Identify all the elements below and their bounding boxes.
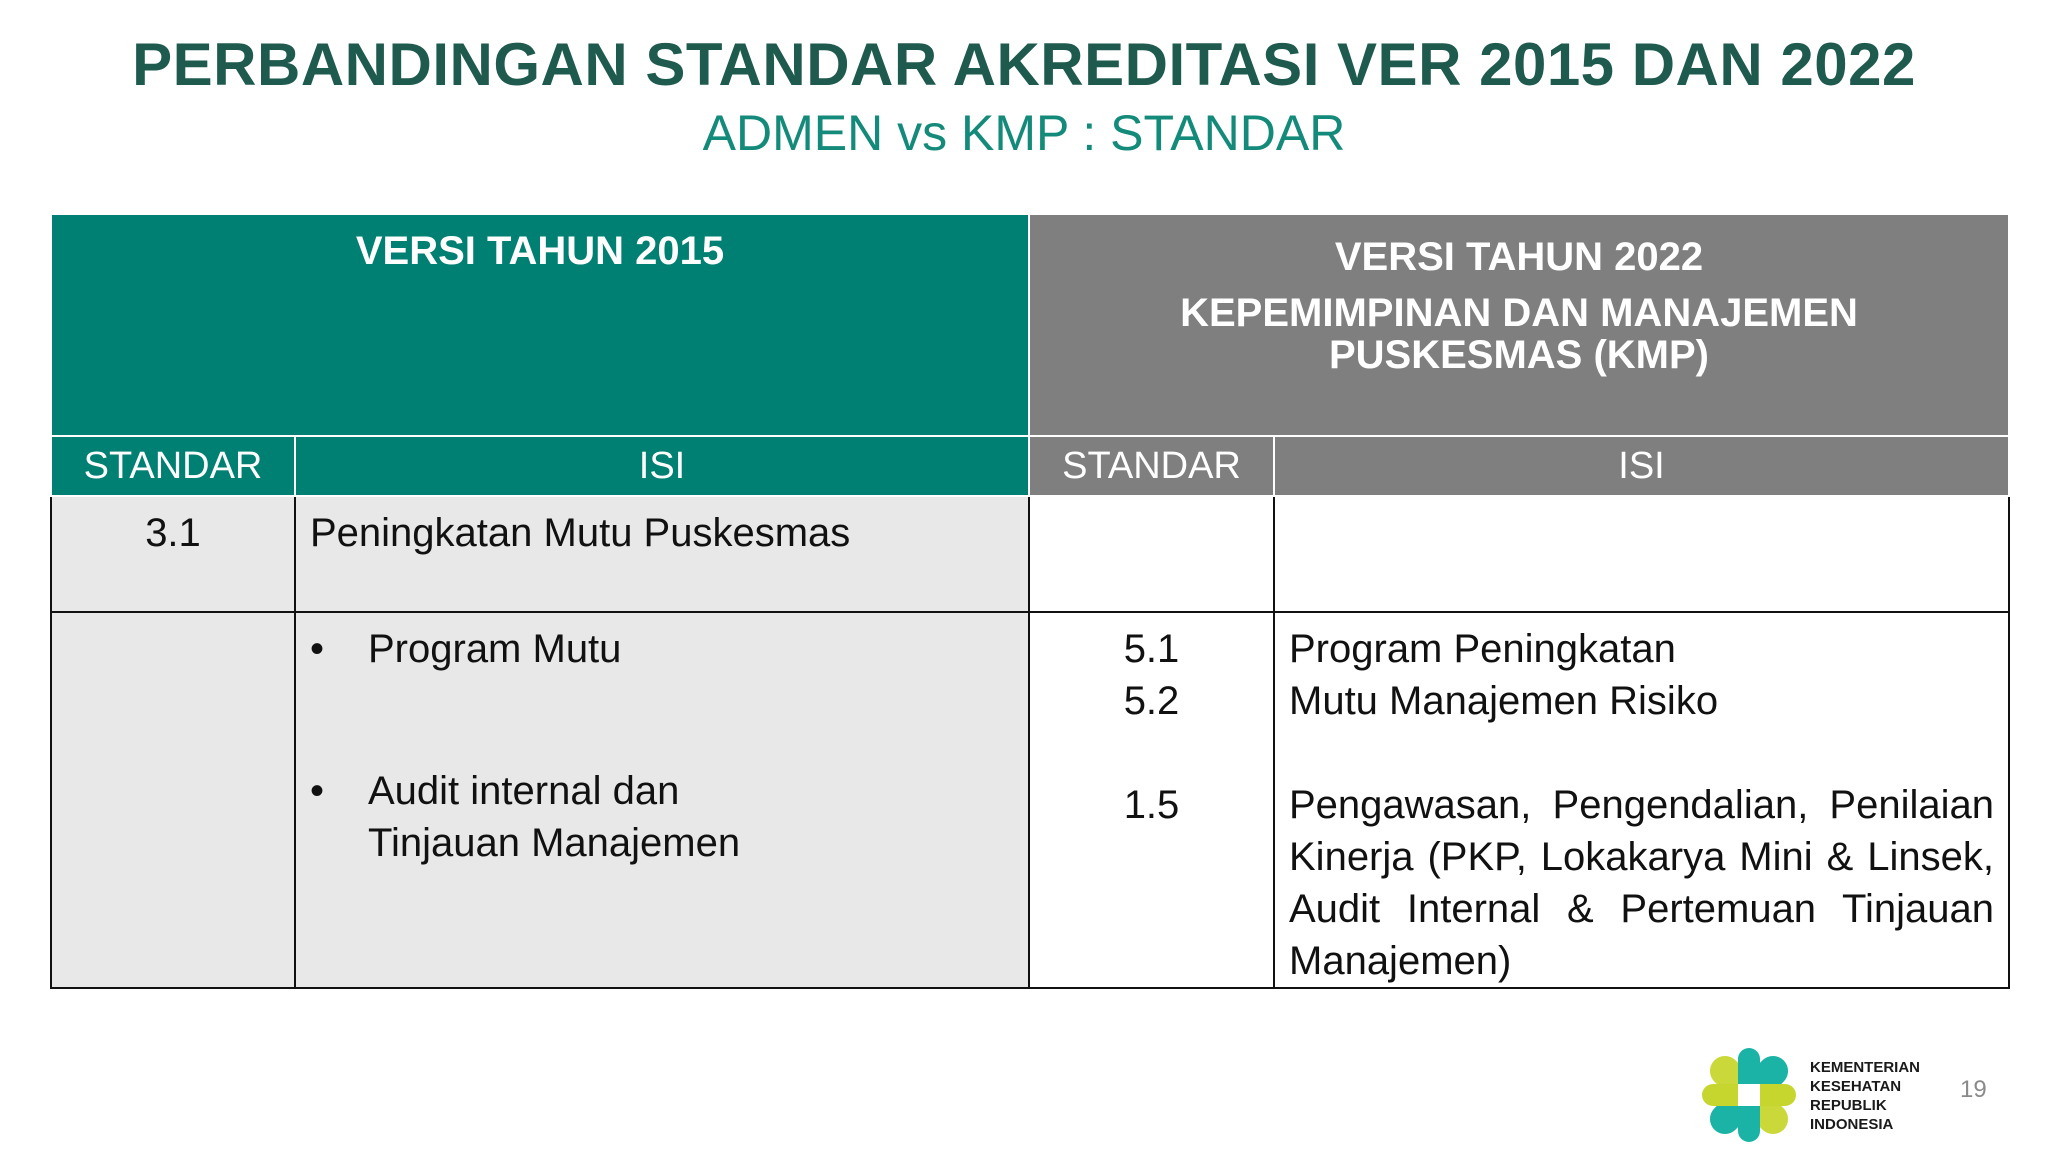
comparison-table [50, 213, 2010, 989]
col-standar-2022: STANDAR [1029, 436, 1274, 496]
col-standar-2015: STANDAR [51, 436, 295, 496]
page-subtitle: ADMEN vs KMP : STANDAR [702, 105, 1346, 161]
list-item [310, 623, 1014, 675]
table-row [51, 612, 2009, 988]
bullet-program-mutu: Program Mutu [368, 627, 622, 671]
standar-1-5: 1.5 [1123, 783, 1180, 827]
standar-5-2: 5.2 [1123, 679, 1180, 723]
bullet-audit-internal [368, 765, 740, 869]
isi-program-peningkatan: Program Peningkatan [1289, 627, 1676, 671]
bullet-glyph: • [310, 769, 325, 813]
page-number: 19 [1960, 1076, 1987, 1103]
page-title: PERBANDINGAN STANDAR AKREDITASI VER 2015 DAN 2022 [132, 31, 1916, 98]
standar-5-1: 5.1 [1123, 627, 1180, 671]
bullet-glyph: • [310, 627, 325, 671]
header-2015: VERSI TAHUN 2015 [51, 214, 1029, 436]
isi-mutu-manajemen-risiko: Mutu Manajemen Risiko [1289, 679, 1719, 723]
col-isi-2015: ISI [295, 436, 1029, 496]
header-2022-kmp-line2: PUSKESMAS (KMP) [1328, 333, 1710, 377]
table-row [51, 496, 2009, 612]
ministry-name [1810, 1058, 1950, 1134]
logo-line: REPUBLIK [1810, 1097, 1887, 1114]
row1-isi-2015: Peningkatan Mutu Puskesmas [295, 496, 1029, 612]
logo-line: KESEHATAN [1810, 1078, 1902, 1095]
row2-standar-2022 [1029, 612, 1274, 988]
bullet-audit-line1: Audit internal dan [368, 769, 680, 813]
col-isi-2022: ISI [1274, 436, 2009, 496]
isi-pengawasan: Pengawasan, Pengendalian, Penilaian Kinerja (PKP, Lokakarya Mini & Linsek, Audit Internal & Pertemuan Tinjauan Manajemen) [1289, 783, 1994, 983]
row2-standar-2015 [51, 612, 295, 988]
logo-line: INDONESIA [1810, 1116, 1894, 1133]
row1-isi-2022 [1274, 496, 2009, 612]
header-2022-kmp-line1: KEPEMIMPINAN DAN MANAJEMEN [1180, 291, 1858, 335]
header-2022-year: VERSI TAHUN 2022 [1334, 235, 1704, 279]
row1-standar-2015: 3.1 [51, 496, 295, 612]
logo-line: KEMENTERIAN [1810, 1059, 1921, 1076]
row1-standar-2022 [1029, 496, 1274, 612]
row2-isi-2015 [295, 612, 1029, 988]
kemenkes-logo-icon [1694, 1040, 1804, 1150]
header-2022 [1029, 214, 2009, 436]
row2-isi-2022 [1274, 612, 2009, 988]
bullet-audit-line2: Tinjauan Manajemen [368, 821, 741, 865]
list-item [310, 765, 1014, 869]
